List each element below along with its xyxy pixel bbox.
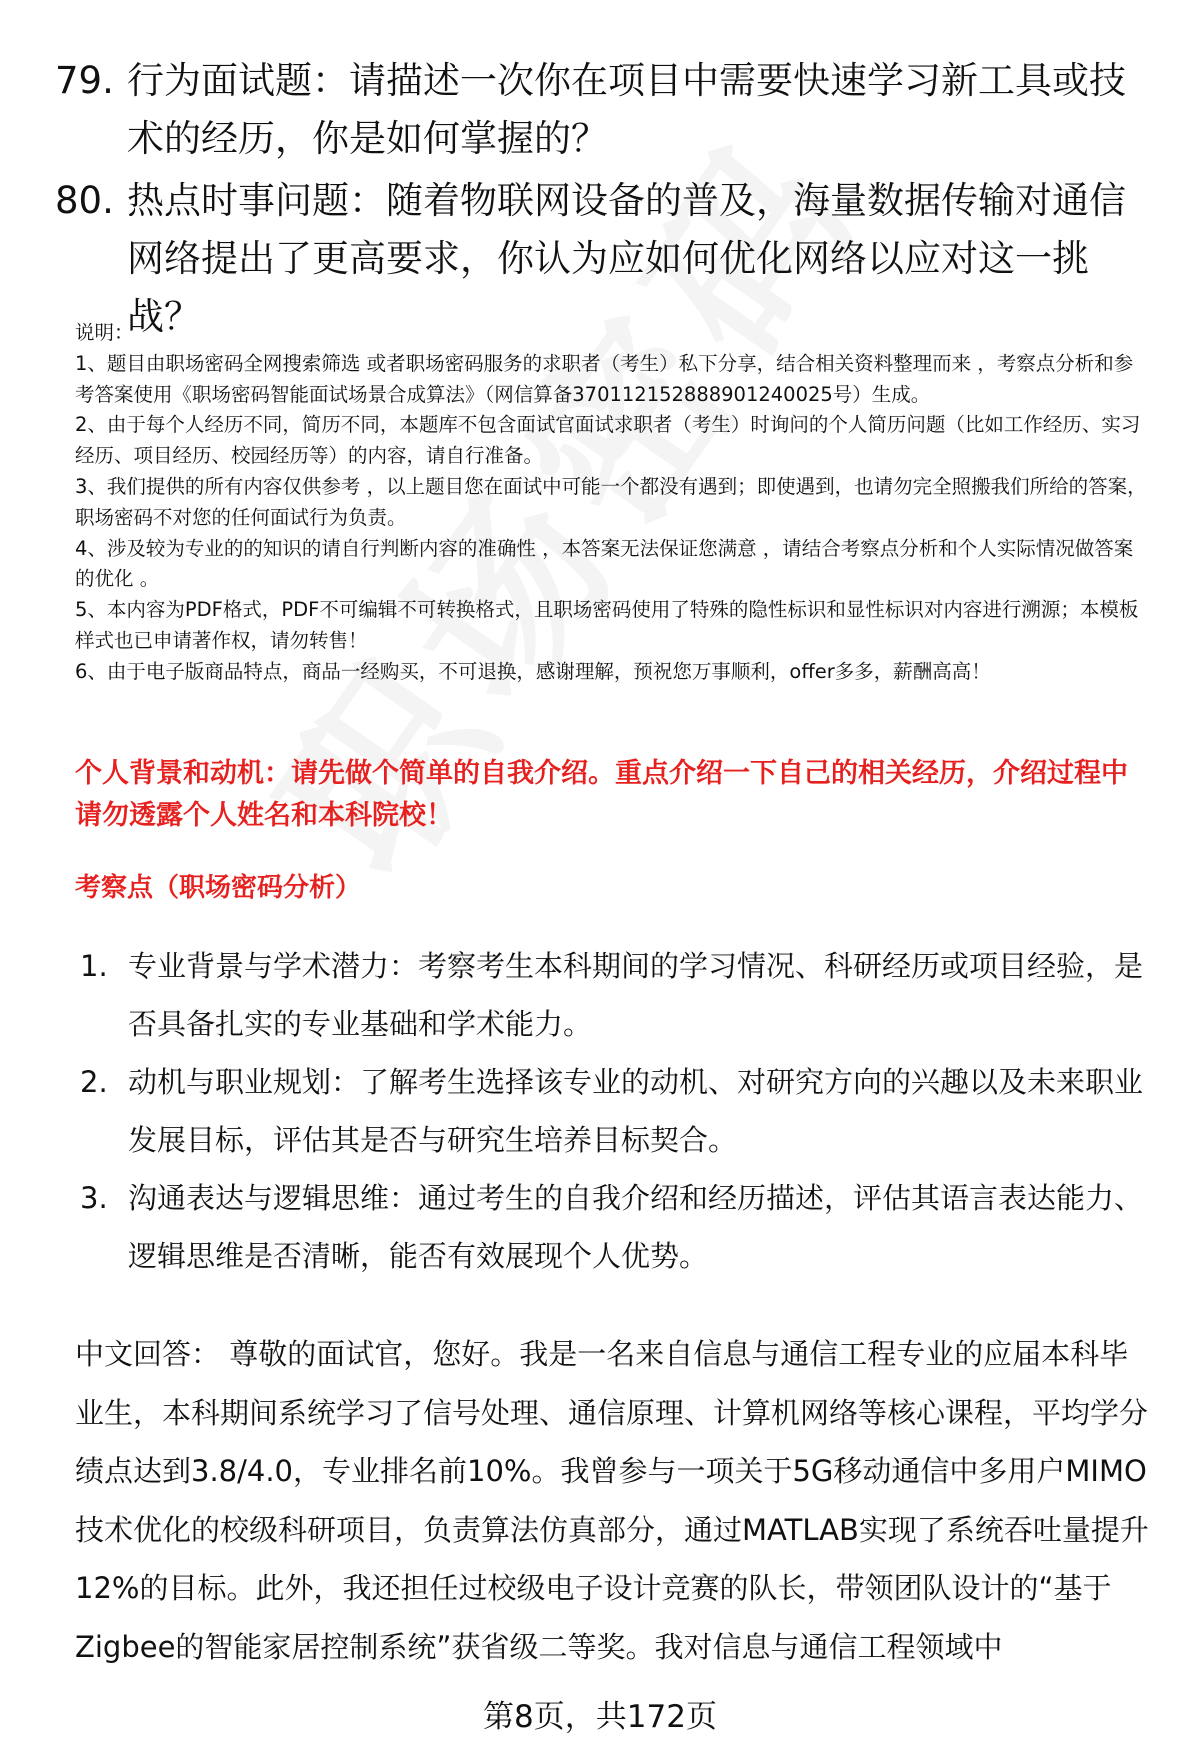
analysis-point: [80, 1169, 1150, 1285]
notes-block: [75, 318, 1150, 688]
point-text: 专业背景与学术潜力：考察考生本科期间的学习情况、科研经历或项目经验，是否具备扎实的专业基础和学术能力。: [128, 949, 1144, 1041]
note-item: 4、涉及较为专业的的知识的请自行判断内容的准确性 ，本答案无法保证您满意 ，请结合考察点分析和个人实际情况做答案的优化 。: [75, 536, 1134, 591]
question-79: [55, 52, 1145, 168]
answer-text: 中文回答： 尊敬的面试官，您好。我是一名来自信息与通信工程专业的应届本科毕业生，本科期间系统学习了信号处理、通信原理、计算机网络等核心课程，平均学分绩点达到3.8/4.0，专业排名前10%。我曾参与一项关于5G移动通信中多用户MIMO技术优化的校级科研项目，负责算法仿真部分，通过MATLAB实现了系统吞吐量提升12%的目标。此外，我还担任过校级电子设计竞赛的队长，带领团队设计的“基于Zigbee的智能家居控制系统”获省级二等奖。我对信息与通信工程领域中: [75, 1337, 1149, 1664]
note-item: 3、我们提供的所有内容仅供参考 ，以上题目您在面试中可能一个都没有遇到；即使遇到，也请勿完全照搬我们所给的答案，职场密码不对您的任何面试行为负责。: [75, 474, 1147, 529]
question-text: 热点时事问题：随着物联网设备的普及，海量数据传输对通信网络提出了更高要求，你认为应如何优化网络以应对这一挑战？: [127, 179, 1126, 338]
point-number: 2.: [80, 1065, 108, 1099]
analysis-title: 考察点（职场密码分析）: [75, 873, 362, 903]
note-item: 2、由于每个人经历不同，简历不同，本题库不包含面试官面试求职者（考生）时询问的个人简历问题（比如工作经历、实习经历、项目经历、校园经历等）的内容，请自行准备。: [75, 413, 1141, 468]
point-number: 3.: [80, 1181, 108, 1215]
point-text: 沟通表达与逻辑思维：通过考生的自我介绍和经历描述，评估其语言表达能力、逻辑思维是否清晰，能否有效展现个人优势。: [128, 1181, 1144, 1273]
page-footer: 第8页，共172页: [483, 1699, 717, 1735]
note-item: 1、题目由职场密码全网搜索筛选 或者职场密码服务的求职者（考生）私下分享，结合相关资料整理而来 ，考察点分析和参考答案使用《职场密码智能面试场景合成算法》（网信算备370112152888901240025号）生成。: [75, 351, 1134, 406]
question-number: 79.: [55, 59, 114, 102]
notes-heading: 说明：: [75, 321, 134, 344]
question-number: 80.: [55, 179, 114, 222]
point-number: 1.: [80, 949, 108, 983]
analysis-points: [80, 937, 1150, 1285]
analysis-point: [80, 937, 1150, 1053]
point-text: 动机与职业规划：了解考生选择该专业的动机、对研究方向的兴趣以及未来职业发展目标，评估其是否与研究生培养目标契合。: [128, 1065, 1144, 1157]
analysis-point: [80, 1053, 1150, 1169]
section-title: 个人背景和动机：请先做个简单的自我介绍。重点介绍一下自己的相关经历，介绍过程中请勿透露个人姓名和本科院校！: [75, 758, 1128, 831]
question-text: 行为面试题：请描述一次你在项目中需要快速学习新工具或技术的经历，你是如何掌握的？: [127, 59, 1126, 160]
note-item: 5、本内容为PDF格式，PDF不可编辑不可转换格式，且职场密码使用了特殊的隐性标识和显性标识对内容进行溯源；本模板样式也已申请著作权，请勿转售！: [75, 598, 1139, 652]
note-item: 6、由于电子版商品特点，商品一经购买，不可退换，感谢理解，预祝您万事顺利，offer多多，薪酬高高！: [75, 659, 991, 683]
